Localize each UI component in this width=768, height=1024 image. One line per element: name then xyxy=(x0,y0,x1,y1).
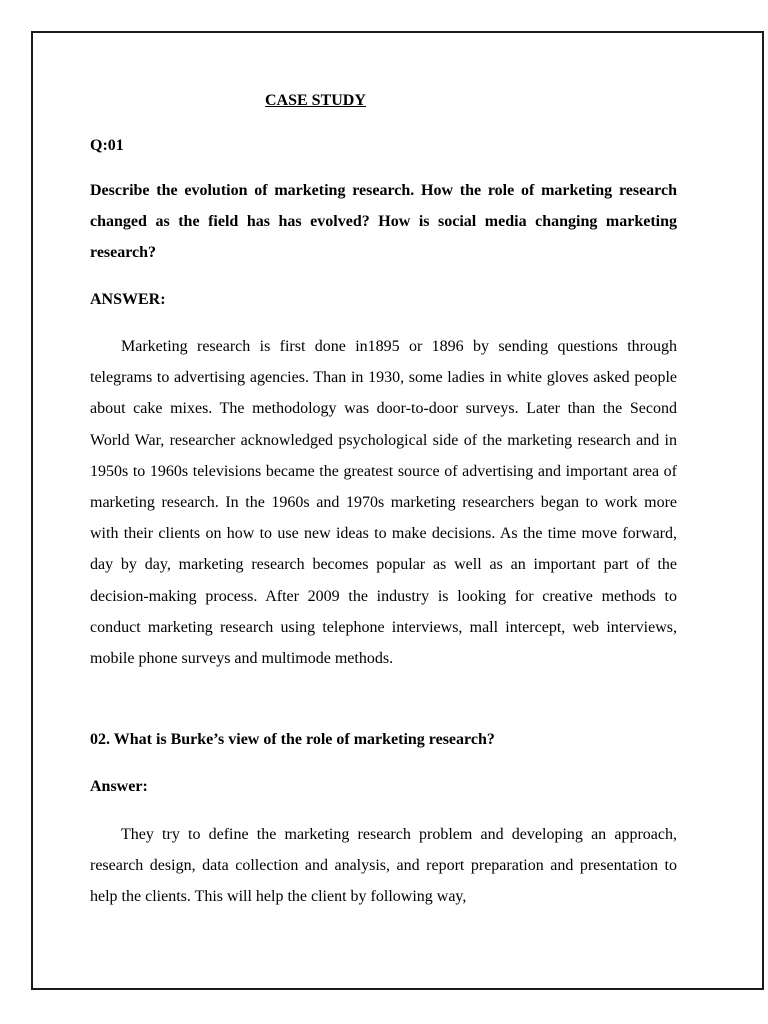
answer-2-paragraph: They try to define the marketing research problem and developing an approach, research design, data collection and analysis, and report preparation and presentation to help the clients. This will help the client by following way, xyxy=(90,826,677,906)
question-2-text: 02. What is Burke’s view of the role of marketing research? xyxy=(90,731,495,748)
answer-2-label: Answer: xyxy=(90,778,148,795)
question-1-text: Describe the evolution of marketing research. How the role of marketing research changed as the field has has evolved? How is social media changing marketing research? xyxy=(90,182,677,262)
question-number: Q:01 xyxy=(90,137,124,154)
answer-1-label: ANSWER: xyxy=(90,291,166,308)
document-title: CASE STUDY xyxy=(265,92,366,109)
answer-1-paragraph: Marketing research is first done in1895 or 1896 by sending questions through telegrams to advertising agencies. Than in 1930, some ladies in white gloves asked people about cake mixes. The methodology was door-to-door surveys. Later than the Second World War, researcher acknowledged psychological side of the marketing research and in 1950s to 1960s televisions became the greatest source of advertising and important area of marketing research. In the 1960s and 1970s marketing researchers began to work more with their clients on how to use new ideas to make decisions. As the time move forward, day by day, marketing research becomes popular as well as an important part of the decision-making process. After 2009 the industry is looking for creative methods to conduct marketing research using telephone interviews, mall intercept, web interviews, mobile phone surveys and multimode methods. xyxy=(90,338,677,668)
